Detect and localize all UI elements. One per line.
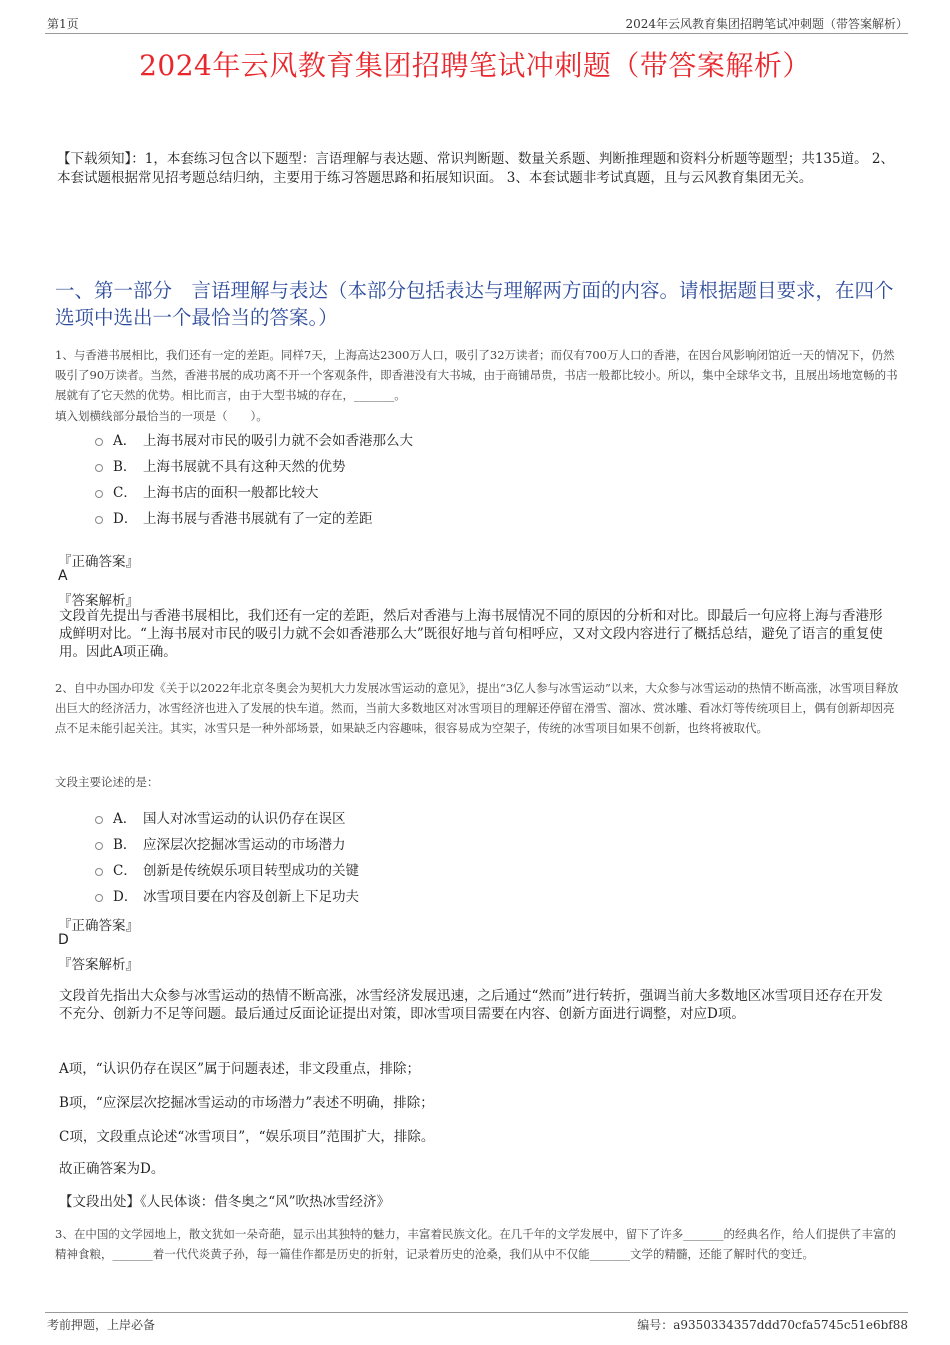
footer-slogan: 考前押题，上岸必备 xyxy=(47,1318,156,1332)
radio-icon[interactable] xyxy=(95,894,103,902)
question-1-answer: A xyxy=(58,568,68,584)
header-doc-title: 2024年云风教育集团招聘笔试冲刺题（带答案解析） xyxy=(625,17,908,31)
question-2-prompt: 文段主要论述的是： xyxy=(55,775,159,789)
question-2-text: 2、自中办国办印发《关于以2022年北京冬奥会为契机大力发展冰雪运动的意见》，提出“3亿人参与冰雪运动”以来，大众参与冰雪运动的热情不断高涨，冰雪项目释放出巨大的经济活力，冰雪经济也进入了发展的快车道。然而，当前大多数地区对冰雪项目的理解还停留在滑雪、溜冰、赏冰雕、看冰灯等传统项目上，偶有创新却因亮点不足未能引起关注。其实，冰雪只是一种外部场景，如果缺乏内容趣味，很容易成为空架子，传统的冰雪项目如果不创新，也终将被取代。 xyxy=(55,681,899,735)
option-c[interactable]: C． 上海书店的面积一般都比较大 xyxy=(95,478,413,504)
correct-answer-label: 『正确答案』 xyxy=(58,918,139,934)
option-c[interactable]: C． 创新是传统娱乐项目转型成功的关键 xyxy=(95,856,359,882)
analysis-label: 『答案解析』 xyxy=(58,593,139,609)
question-2-answer: D xyxy=(58,932,69,948)
header-divider xyxy=(45,33,908,34)
option-a[interactable]: A． 国人对冰雪运动的认识仍存在误区 xyxy=(95,804,359,830)
question-2-conclusion: 故正确答案为D。 xyxy=(59,1161,165,1177)
analysis-label: 『答案解析』 xyxy=(58,957,139,973)
question-3-text: 3、在中国的文学园地上，散文犹如一朵奇葩，显示出其独特的魅力，丰富着民族文化。在几千年的文学发展中，留下了许多_______的经典名作，给人们提供了丰富的精神食粮，_______着一代代炎黄子孙，每一篇佳作都是历史的折射，记录着历史的沧桑，我们从中不仅能_______文学的精髓，还能了解时代的变迁。 xyxy=(55,1227,897,1261)
correct-answer-label: 『正确答案』 xyxy=(58,554,139,570)
radio-icon[interactable] xyxy=(95,464,103,472)
radio-icon[interactable] xyxy=(95,516,103,524)
option-d[interactable]: D． 冰雪项目要在内容及创新上下足功夫 xyxy=(95,882,359,908)
footer-divider xyxy=(45,1312,908,1313)
radio-icon[interactable] xyxy=(95,868,103,876)
question-2-options xyxy=(95,804,359,908)
radio-icon[interactable] xyxy=(95,816,103,824)
radio-icon[interactable] xyxy=(95,490,103,498)
question-2-note-b: B项，“应深层次挖掘冰雪运动的市场潜力”表述不明确，排除； xyxy=(59,1095,434,1111)
question-2-analysis: 文段首先指出大众参与冰雪运动的热情不断高涨，冰雪经济发展迅速，之后通过“然而”进行转折，强调当前大多数地区冰雪项目还存在开发不充分、创新力不足等问题。最后通过反面论证提出对策，即冰雪项目需要在内容、创新方面进行调整，对应D项。 xyxy=(59,988,883,1022)
section-heading: 一、第一部分 言语理解与表达（本部分包括表达与理解两方面的内容。请根据题目要求，在四个选项中选出一个最恰当的答案。） xyxy=(55,279,894,329)
option-a[interactable]: A． 上海书展对市民的吸引力就不会如香港那么大 xyxy=(95,426,413,452)
document-code: 编号：a9350334357ddd70cfa5745c51e6bf88 xyxy=(637,1318,908,1332)
radio-icon[interactable] xyxy=(95,438,103,446)
document-title: 2024年云风教育集团招聘笔试冲刺题（带答案解析） xyxy=(139,49,811,82)
page-number: 第1页 xyxy=(47,17,79,31)
question-1-prompt: 填入划横线部分最恰当的一项是（ ）。 xyxy=(55,409,268,423)
radio-icon[interactable] xyxy=(95,842,103,850)
question-1-options xyxy=(95,426,413,530)
question-2-note-c: C项，文段重点论述“冰雪项目”，“娱乐项目”范围扩大，排除。 xyxy=(59,1129,435,1145)
option-b[interactable]: B． 上海书展就不具有这种天然的优势 xyxy=(95,452,413,478)
question-2-note-a: A项，“认识仍存在误区”属于问题表述，非文段重点，排除； xyxy=(59,1061,421,1077)
download-notice: 【下载须知】：1，本套练习包含以下题型：言语理解与表达题、常识判断题、数量关系题、判断推理题和资料分析题等题型；共135道。 2、本套试题根据常见招考题总结归纳，主要用于练习答题思路和拓展知识面。 3、本套试题非考试真题，且与云风教育集团无关。 xyxy=(57,151,894,186)
question-1-analysis: 文段首先提出与香港书展相比，我们还有一定的差距，然后对香港与上海书展情况不同的原因的分析和对比。即最后一句应将上海与香港形成鲜明对比。“上海书展对市民的吸引力就不会如香港那么大”既很好地与首句相呼应，又对文段内容进行了概括总结，避免了语言的重复使用。因此A项正确。 xyxy=(59,608,883,660)
option-b[interactable]: B． 应深层次挖掘冰雪运动的市场潜力 xyxy=(95,830,359,856)
question-1-text: 1、与香港书展相比，我们还有一定的差距。同样7天，上海高达2300万人口，吸引了32万读者；而仅有700万人口的香港，在因台风影响闭馆近一天的情况下，仍然吸引了90万读者。当然，香港书展的成功离不开一个客观条件，即香港没有大书城，由于商铺昂贵，书店一般都比较小。所以，集中全球华文书，且展出场地宽畅的书展就有了它天然的优势。相比而言，由于大型书城的存在，_______。 xyxy=(55,348,898,402)
question-2-source: 【文段出处】《人民体谈：借冬奥之“风”吹热冰雪经济》 xyxy=(59,1194,391,1210)
option-d[interactable]: D． 上海书展与香港书展就有了一定的差距 xyxy=(95,504,413,530)
